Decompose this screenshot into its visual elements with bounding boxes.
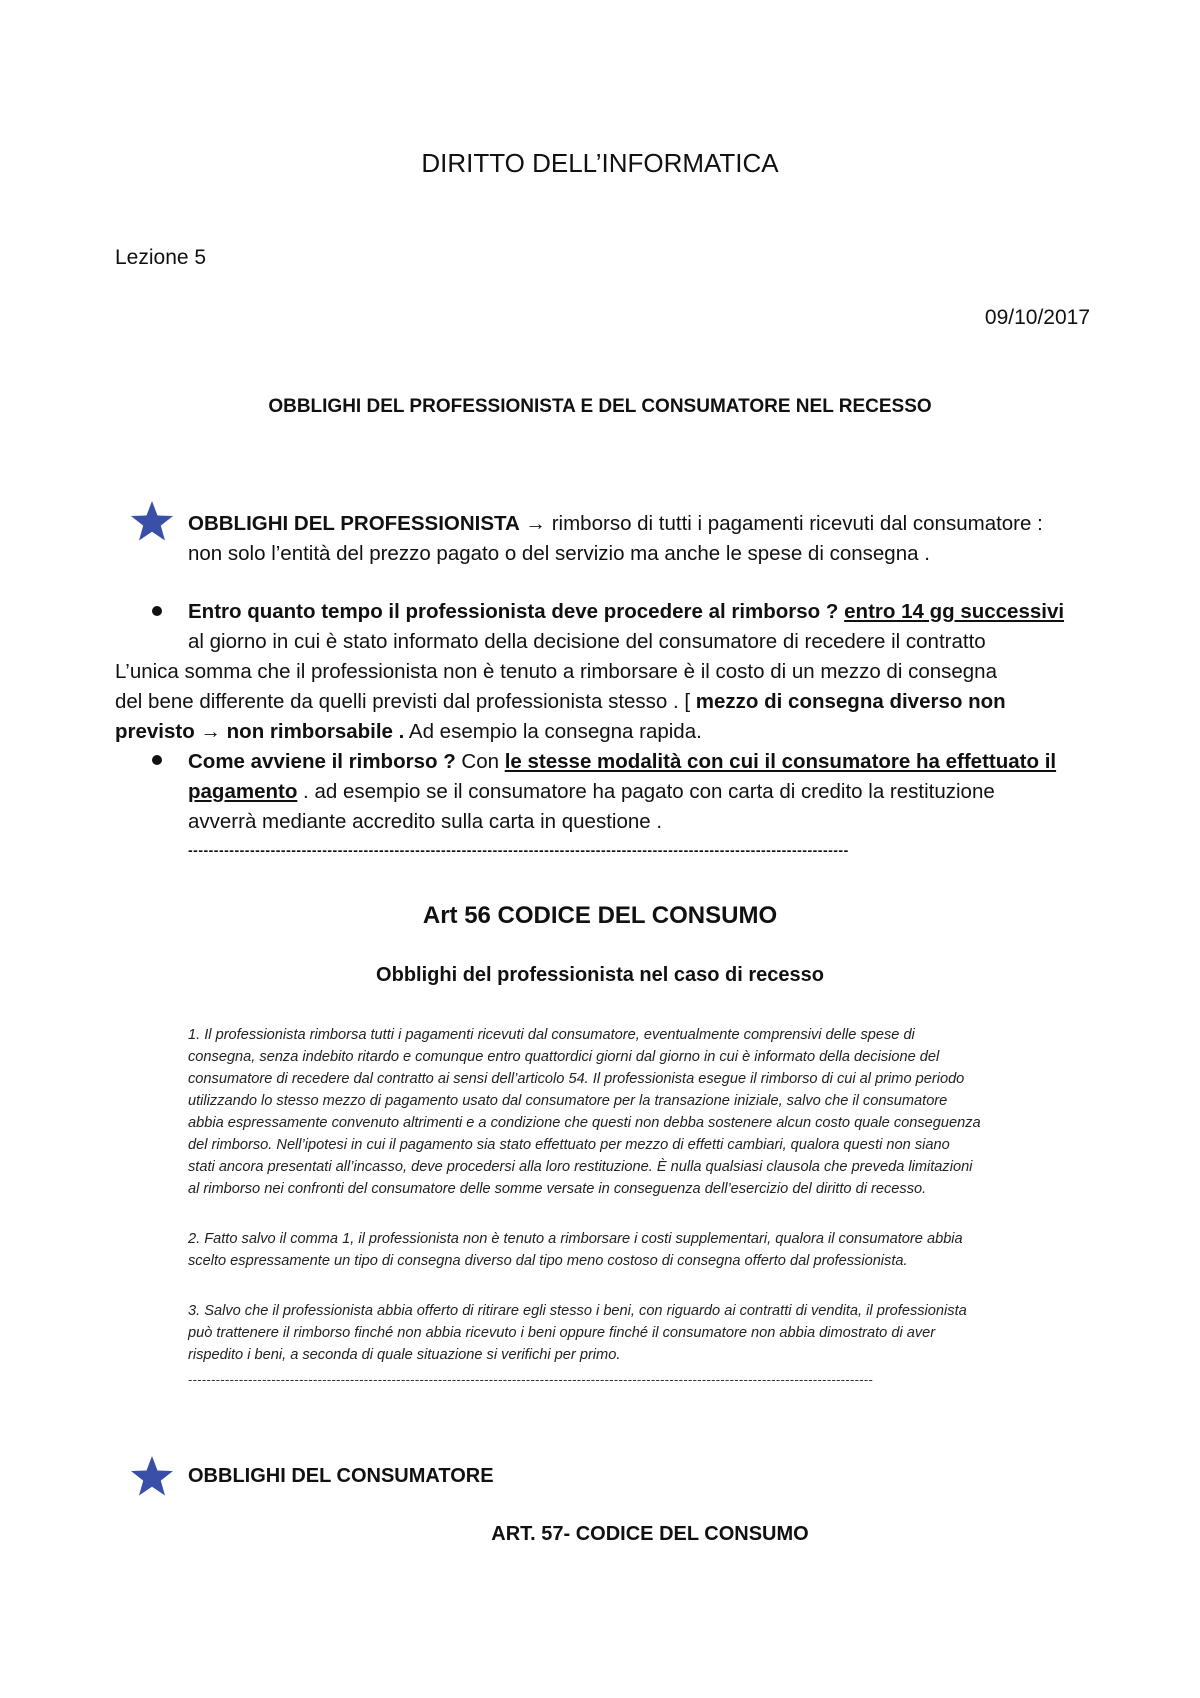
- bullet2-con: Con: [455, 750, 505, 773]
- bullet1-answer: entro 14 gg successivi: [844, 600, 1065, 623]
- art56-title: Art 56 CODICE DEL CONSUMO: [422, 902, 778, 929]
- art56-p1-line: 1. Il professionista rimborsa tutti i pagamenti ricevuti dal consumatore, eventualmente comprensivi delle spese di: [188, 1027, 915, 1043]
- bullet2-question: Come avviene il rimborso ?: [188, 750, 456, 773]
- professionista-line-2: non solo l’entità del prezzo pagato o del servizio ma anche le spese di consegna .: [188, 542, 930, 565]
- bullet2-line-2: [188, 778, 995, 806]
- section-title: OBBLIGHI DEL PROFESSIONISTA E DEL CONSUMATORE NEL RECESSO: [268, 396, 932, 417]
- bullet1-line-5-previsto: previsto: [115, 720, 201, 743]
- lesson-label: Lezione 5: [115, 246, 207, 269]
- bullet2-line-1: [188, 748, 1056, 776]
- bullet1-line-4-text: del bene differente da quelli previsti dal professionista stesso . [: [115, 690, 696, 713]
- professionista-line-1-text: rimborso di tutti i pagamenti ricevuti dal consumatore :: [546, 512, 1043, 535]
- separator-1: --------------------------------------------------------------------------------------------------------------------------------: [188, 842, 849, 858]
- art56-p1-line: consumatore di recedere dal contratto ai sensi dell’articolo 54. Il professionista esegue il rimborso di cui al primo periodo: [188, 1071, 965, 1087]
- art56-p1-line: del rimborso. Nell’ipotesi in cui il pagamento sia stato effettuato per mezzo di effetti cambiari, qualora questi non siano: [188, 1137, 950, 1153]
- bullet1-line-4: [115, 688, 1006, 716]
- bullet1-line-1: [188, 598, 1064, 626]
- bullet-icon: [152, 755, 162, 765]
- art57-title: ART. 57- CODICE DEL CONSUMO: [491, 1523, 809, 1545]
- art56-p2-line: 2. Fatto salvo il comma 1, il professionista non è tenuto a rimborsare i costi supplementari, qualora il consumatore abbia: [188, 1231, 963, 1247]
- bullet1-question: Entro quanto tempo il professionista deve procedere al rimborso ?: [188, 600, 839, 623]
- art56-p1-line: al rimborso nei confronti del consumatore delle somme versate in conseguenza dell’esercizio del diritto di recesso.: [188, 1181, 927, 1197]
- arrow-right-icon: →: [200, 720, 221, 743]
- separator-2: ----------------------------------------------------------------------------------------------------------------------------------------------------: [188, 1372, 874, 1387]
- star-icon: [130, 1455, 174, 1497]
- art56-p1-line: stati ancora presentati all’incasso, deve procedersi alla loro restituzione. È nulla qualsiasi clausola che preveda limitazioni: [188, 1159, 973, 1175]
- bullet1-line-4-bold: mezzo di consegna diverso non: [695, 690, 1006, 713]
- art56-p3-line: 3. Salvo che il professionista abbia offerto di ritirare egli stesso i beni, con riguardo ai contratti di vendita, il professionista: [188, 1303, 967, 1319]
- art56-p1-line: abbia espressamente convenuto altrimenti e a condizione che questi non debba sostenere alcun costo quale conseguenza: [188, 1115, 981, 1131]
- lesson-date: 09/10/2017: [984, 306, 1090, 329]
- bullet2-answer-2: pagamento: [188, 780, 298, 803]
- bullet1-line-2: al giorno in cui è stato informato della decisione del consumatore di recedere il contratto: [188, 630, 986, 653]
- bullet2-answer-1: le stesse modalità con cui il consumatore ha effettuato il: [504, 750, 1057, 773]
- bullet1-line-5-text: Ad esempio la consegna rapida.: [404, 720, 702, 743]
- professionista-line-1: [188, 510, 1043, 538]
- art56-p2-line: scelto espressamente un tipo di consegna diverso dal tipo meno costoso di consegna offerto dal professionista.: [188, 1253, 908, 1269]
- art56-p1-line: consegna, senza indebito ritardo e comunque entro quattordici giorni dal giorno in cui è informato della decisione del: [188, 1049, 940, 1065]
- bullet2-line-2-text: . ad esempio se il consumatore ha pagato con carta di credito la restituzione: [297, 780, 995, 803]
- art56-subtitle: Obblighi del professionista nel caso di recesso: [376, 964, 824, 986]
- document-title: DIRITTO DELL’INFORMATICA: [421, 148, 779, 178]
- bullet1-line-5: [115, 718, 702, 746]
- bullet1-line-3: L’unica somma che il professionista non è tenuto a rimborsare è il costo di un mezzo di consegna: [115, 660, 997, 683]
- art56-p3-line: rispedito i beni, a seconda di quale situazione si verifichi per primo.: [188, 1347, 621, 1363]
- arrow-right-icon: →: [525, 512, 547, 535]
- art56-p3-line: può trattenere il rimborso finché non abbia ricevuto i beni oppure finché il consumatore non abbia dimostrato di aver: [188, 1325, 936, 1341]
- bullet1-line-5-bold: non rimborsabile .: [220, 720, 405, 743]
- professionista-heading: OBBLIGHI DEL PROFESSIONISTA: [188, 512, 520, 535]
- star-icon: [130, 500, 174, 542]
- bullet-icon: [152, 606, 162, 616]
- consumatore-heading: OBBLIGHI DEL CONSUMATORE: [188, 1465, 494, 1487]
- bullet2-line-3: avverrà mediante accredito sulla carta in questione .: [188, 810, 663, 833]
- art56-p1-line: utilizzando lo stesso mezzo di pagamento usato dal consumatore per la transazione iniziale, salvo che il consumatore: [188, 1093, 948, 1109]
